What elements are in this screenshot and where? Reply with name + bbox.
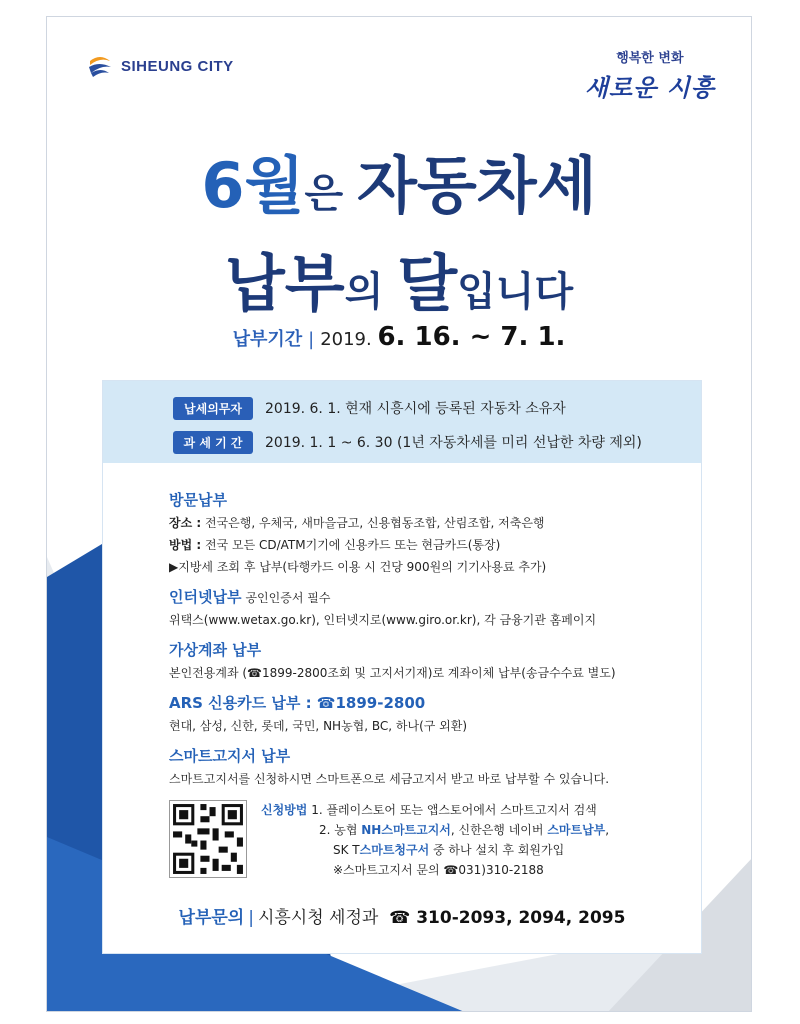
visit-place-text: 전국은행, 우체국, 새마을금고, 신용협동조합, 산림조합, 저축은행	[201, 516, 545, 530]
payment-period	[47, 322, 751, 352]
apply-steps	[261, 800, 609, 880]
contact-dept: 시흥시청 세정과	[257, 908, 379, 928]
contact-separator: |	[248, 908, 254, 928]
headline-payment: 납부	[224, 247, 345, 320]
siheung-logo	[87, 55, 234, 77]
city-slogan	[585, 47, 715, 103]
headline-particle-1: 은	[304, 171, 358, 217]
virtual-line: 본인전용계좌 (☎1899-2800조회 및 고지서기재)로 계좌이체 납부(송금수수료 별도)	[169, 666, 616, 680]
period-year: 2019.	[320, 329, 378, 350]
headline-car-tax: 자동차세	[357, 149, 597, 222]
step3-a: SK T	[333, 843, 360, 857]
headline-particle-2: 의	[344, 269, 398, 315]
slogan-main: 새로운 시흥	[584, 74, 715, 102]
visit-method	[169, 536, 701, 554]
smart-title: 스마트고지서 납부	[169, 747, 291, 765]
visit-place	[169, 514, 701, 532]
step3-smart-bill: 스마트청구서	[359, 843, 430, 857]
visit-method-label: 방법 :	[169, 538, 202, 552]
apply-step-3	[261, 840, 609, 860]
headline-line-1	[47, 145, 751, 243]
ars-title: ARS 신용카드 납부 : ☎1899-2800	[169, 694, 426, 712]
apply-step-1	[261, 800, 609, 820]
contact-label: 납부문의	[178, 908, 245, 928]
apply-label: 신청방법	[261, 803, 308, 817]
step3-c: 중 하나 설치 후 회원가입	[429, 843, 565, 857]
slogan-top: 행복한 변화	[616, 51, 684, 66]
visit-method-text: 전국 모든 CD/ATM기기에 신용카드 또는 현금카드(통장)	[201, 538, 501, 552]
taxpayer-value: 2019. 6. 1. 현재 시흥시에 등록된 자동차 소유자	[265, 401, 566, 417]
qr-code-icon[interactable]	[169, 800, 247, 878]
visit-note: ▶지방세 조회 후 납부(타행카드 이용 시 건당 900원의 기기사용료 추가)	[169, 560, 547, 574]
payment-methods	[103, 463, 701, 880]
internet-title-text: 인터넷납부	[169, 588, 242, 606]
tax-period-badge: 과 세 기 간	[173, 431, 253, 454]
headline-month: 6월	[201, 149, 305, 222]
siheung-logo-icon	[87, 55, 113, 77]
step2-e: ,	[605, 823, 610, 837]
smart-line: 스마트고지서를 신청하시면 스마트폰으로 세금고지서 받고 바로 납부할 수 있습니다.	[169, 772, 610, 786]
headline	[47, 145, 751, 341]
period-separator: |	[308, 329, 315, 350]
internet-title	[169, 586, 701, 607]
period-dates: 6. 16. ~ 7. 1.	[377, 322, 566, 352]
apply-step-2	[261, 820, 609, 840]
tax-period-value: 2019. 1. 1 ~ 6. 30 (1년 자동차세를 미리 선납한 차량 제외)	[265, 435, 642, 451]
logo-text: SIHEUNG CITY	[121, 57, 234, 75]
internet-sub: 공인인증서 필수	[245, 591, 331, 605]
info-row-period	[173, 427, 701, 457]
apply-step-1-text: 1. 플레이스토어 또는 앱스토어에서 스마트고지서 검색	[311, 803, 597, 817]
taxpayer-badge: 납세의무자	[173, 397, 253, 420]
info-box	[103, 381, 701, 953]
poster	[46, 16, 752, 1012]
step2-a: 2. 농협	[319, 823, 362, 837]
contact-info	[103, 903, 701, 928]
contact-phone: ☎ 310-2093, 2094, 2095	[389, 908, 626, 928]
period-label: 납부기간	[232, 329, 303, 350]
info-row-taxpayer	[173, 393, 701, 423]
internet-line: 위택스(www.wetax.go.kr), 인터넷지로(www.giro.or.kr), 각 금융기관 홈페이지	[169, 613, 597, 627]
smart-apply-area	[169, 800, 701, 880]
visit-title: 방문납부	[169, 491, 227, 509]
info-summary	[103, 381, 701, 463]
headline-month-word: 달	[397, 247, 458, 320]
virtual-title: 가상계좌 납부	[169, 641, 262, 659]
apply-step-4: ※스마트고지서 문의 ☎031)310-2188	[333, 863, 544, 877]
ars-line: 현대, 삼성, 신한, 롯데, 국민, NH농협, BC, 하나(구 외환)	[169, 719, 468, 733]
visit-place-label: 장소 :	[169, 516, 202, 530]
step2-c: , 신한은행 네이버	[450, 823, 548, 837]
step2-nh-app: NH스마트고지서	[361, 823, 451, 837]
headline-ending: 입니다	[457, 269, 574, 315]
step2-smart-pay: 스마트납부	[547, 823, 606, 837]
